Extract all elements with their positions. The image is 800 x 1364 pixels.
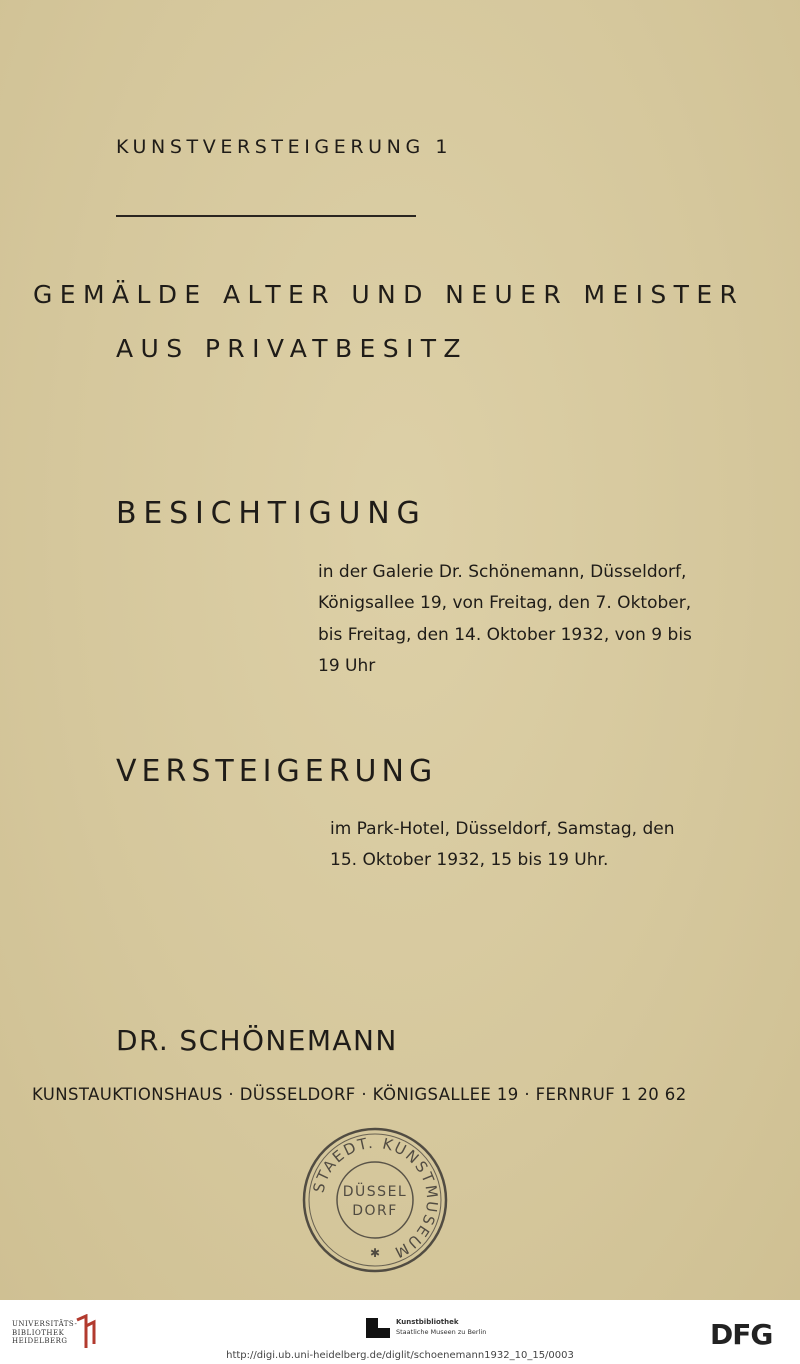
viewing-line: bis Freitag, den 14. Oktober 1932, von 9 bis [318, 624, 692, 645]
stamp-ring-text: STAEDT. KUNSTMUSEUM [309, 1133, 442, 1263]
stamp-center-line-1: DÜSSEL [342, 1184, 408, 1200]
university-library-logo-icon [74, 1314, 96, 1350]
source-url[interactable]: http://digi.ub.uni-heidelberg.de/diglit/schoenemann1932_10_15/0003 [226, 1350, 574, 1361]
series-label: KUNSTVERSTEIGERUNG 1 [116, 136, 453, 158]
stamp-star-icon: ✱ [369, 1246, 381, 1260]
firm-address: KUNSTAUKTIONSHAUS · DÜSSELDORF · KÖNIGSALLEE 19 · FERNRUF 1 20 62 [32, 1085, 687, 1104]
kunstbibliothek-logo-icon [366, 1318, 390, 1338]
viewing-line: 19 Uhr [318, 655, 376, 676]
kunstbibliothek-credit: Kunstbibliothek Staatliche Museen zu Berlin [396, 1318, 487, 1336]
museum-stamp [300, 1125, 450, 1275]
auction-heading: VERSTEIGERUNG [116, 754, 438, 789]
dfg-logo: DFG [710, 1318, 773, 1351]
stamp-center-line-2: DORF [352, 1203, 398, 1219]
firm-name: DR. SCHÖNEMANN [116, 1024, 398, 1057]
auction-paragraph [330, 814, 710, 877]
viewing-line: Königsallee 19, von Freitag, den 7. Oktober, [318, 593, 692, 614]
divider-rule [116, 215, 416, 217]
viewing-heading: BESICHTIGUNG [116, 496, 427, 531]
title-line-2: AUS PRIVATBESITZ [116, 334, 468, 363]
auction-line: im Park-Hotel, Düsseldorf, Samstag, den [330, 819, 675, 839]
title-line-1: GEMÄLDE ALTER UND NEUER MEISTER [33, 280, 745, 309]
auction-line: 15. Oktober 1932, 15 bis 19 Uhr. [330, 850, 609, 871]
viewing-line: in der Galerie Dr. Schönemann, Düsseldorf, [318, 562, 687, 582]
university-library-name: UNIVERSITÄTS- BIBLIOTHEK HEIDELBERG [12, 1320, 78, 1345]
viewing-paragraph [318, 557, 708, 682]
